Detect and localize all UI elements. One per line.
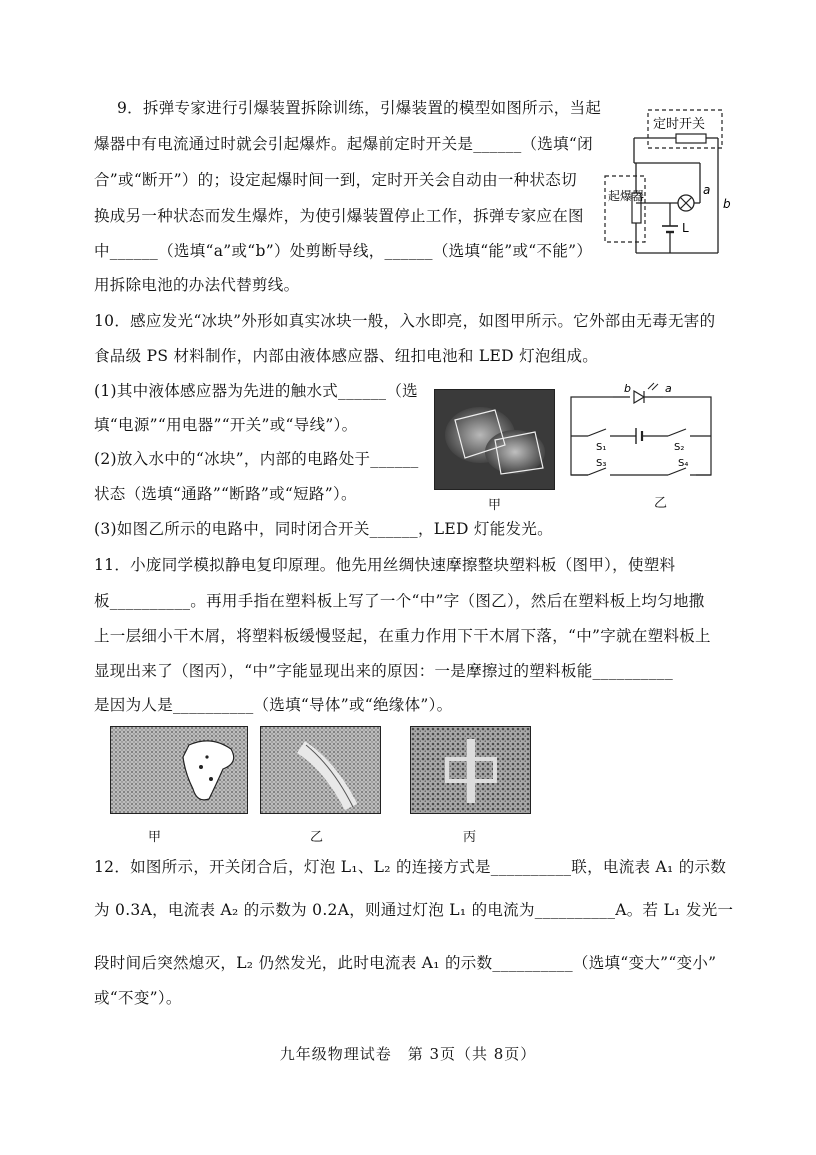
q12-line-2: 为 0.3A，电流表 A₂ 的示数为 0.2A，则通过灯泡 L₁ 的电流为__________A。若 L₁ 发光一 [94, 901, 734, 919]
switch-s3: S₃ [596, 458, 607, 469]
q11-line-5: 是因为人是__________（选填“导体”或“绝缘体”）。 [94, 696, 453, 714]
lamp-label: L [682, 221, 689, 235]
finger-writing-photo [260, 726, 381, 814]
q10-line-5: (2)放入水中的“冰块”，内部的电路处于______ [94, 450, 419, 468]
q11-line-1: 11．小庞同学模拟静电复印原理。他先用丝绸快速摩擦整块塑料板（图甲），使塑料 [94, 556, 676, 574]
switch-s1: S₁ [596, 442, 607, 453]
caption-11-jia: 甲 [148, 830, 162, 845]
caption-jia: 甲 [488, 498, 502, 513]
point-a-label: a [703, 183, 711, 197]
caption-yi: 乙 [654, 496, 668, 511]
q10-line-7: (3)如图乙所示的电路中，同时闭合开关______，LED 灯能发光。 [94, 520, 553, 538]
q9-line-5: 中______（选填“a”或“b”）处剪断导线，______（选填“能”或“不能”） [94, 242, 593, 260]
q10-line-4: 填“电源”“用电器”“开关”或“导线”）。 [94, 416, 358, 434]
q9-line-1: 9．拆弹专家进行引爆装置拆除训练，引爆装置的模型如图所示，当起 [117, 99, 602, 117]
timer-switch-label: 定时开关 [653, 117, 706, 132]
switch-s2: S₂ [674, 442, 685, 453]
q10-line-6: 状态（选填“通路”“断路”或“短路”）。 [94, 485, 357, 503]
led-label-a: a [665, 382, 672, 395]
point-b-label: b [723, 197, 731, 211]
q12-line-1: 12．如图所示，开关闭合后，灯泡 L₁、L₂ 的连接方式是__________联，电流表 A₁ 的示数 [94, 858, 727, 876]
caption-11-yi: 乙 [310, 830, 324, 845]
q10-line-3: (1)其中液体感应器为先进的触水式______（选 [94, 382, 418, 400]
detonator-circuit-diagram [600, 108, 750, 263]
q9-line-2: 爆器中有电流通过时就会引起爆炸。起爆前定时开关是______（选填“闭 [94, 135, 593, 153]
q11-line-4: 显现出来了（图丙），“中”字能显现出来的原因：一是摩擦过的塑料板能__________ [94, 662, 673, 680]
page-footer: 九年级物理试卷 第 3页（共 8页） [279, 1045, 537, 1063]
q9-line-4: 换成另一种状态而发生爆炸，为使引爆装置停止工作，拆弹专家应在图 [94, 207, 584, 225]
switch-s4: S₄ [678, 458, 689, 469]
zhong-character-photo [410, 726, 531, 814]
q11-line-3: 上一层细小干木屑，将塑料板缓慢竖起，在重力作用下干木屑下落，“中”字就在塑料板上 [94, 627, 711, 645]
rubbing-plate-photo [110, 726, 248, 814]
q10-line-1: 10．感应发光“冰块”外形如真实冰块一般，入水即亮，如图甲所示。它外部由无毒无害的 [94, 312, 716, 330]
q11-line-2: 板__________。再用手指在塑料板上写了一个“中”字（图乙），然后在塑料板上均匀地撒 [94, 592, 705, 610]
led-label-b: b [624, 382, 631, 395]
q9-line-6: 用拆除电池的办法代替剪线。 [94, 276, 300, 294]
q9-line-3: 合”或“断开”）的；设定起爆时间一到，定时开关会自动由一种状态切 [94, 171, 577, 189]
led-switch-circuit [568, 380, 716, 480]
q10-line-2: 食品级 PS 材料制作，内部由液体感应器、纽扣电池和 LED 灯泡组成。 [94, 347, 599, 365]
detonator-label: 起爆器 [608, 189, 645, 203]
caption-11-bing: 丙 [463, 830, 477, 845]
q12-line-3: 段时间后突然熄灭，L₂ 仍然发光，此时电流表 A₁ 的示数__________（选填“变大”“变小” [94, 954, 717, 972]
glowing-ice-cube-photo [434, 389, 555, 490]
q12-line-4: 或“不变”）。 [94, 989, 182, 1007]
